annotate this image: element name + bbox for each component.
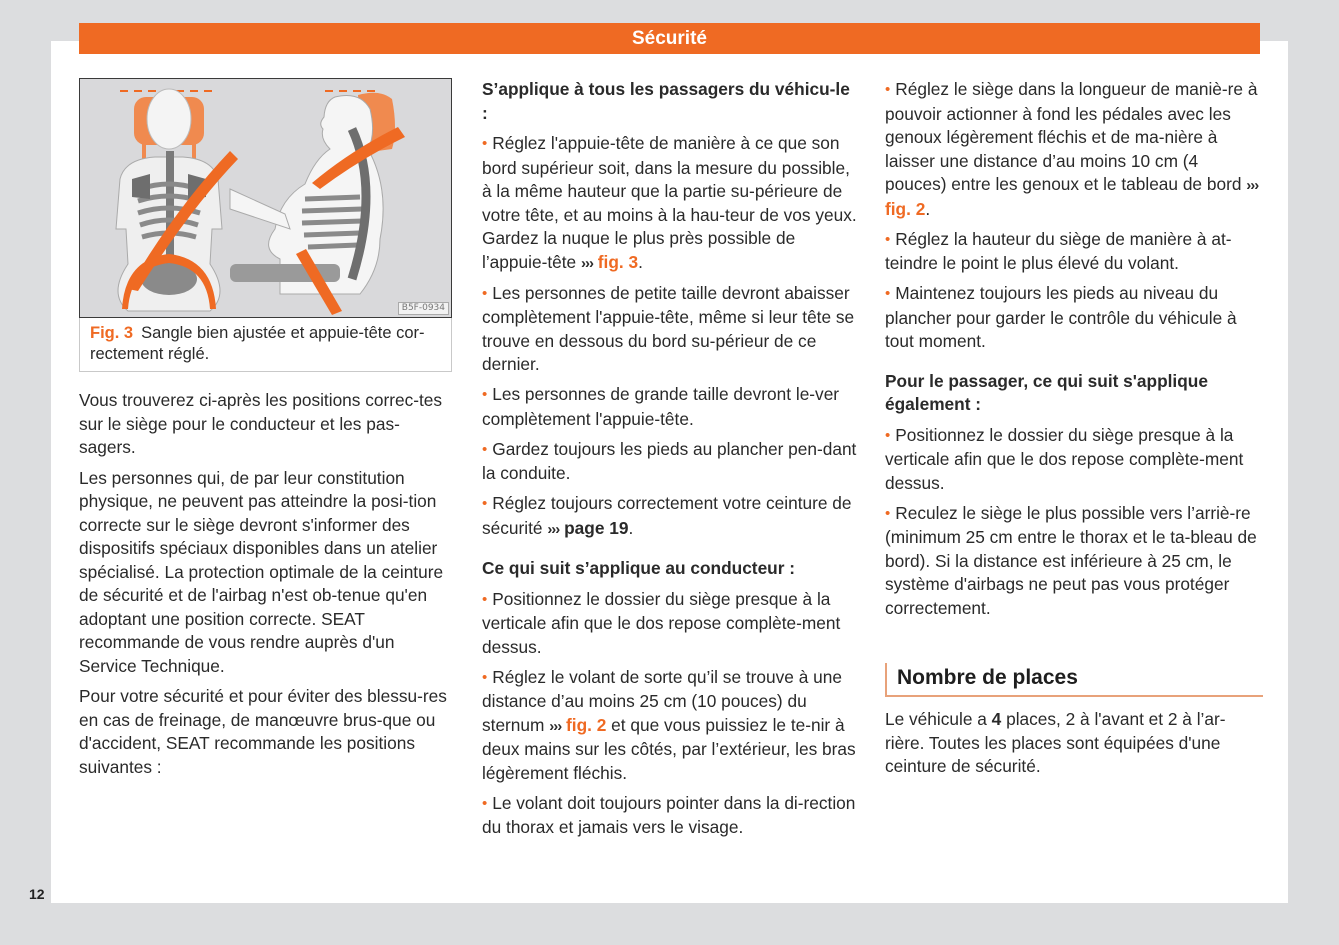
bullet-dot-icon: • [482, 590, 488, 608]
figure-caption [79, 318, 452, 372]
bullet-dot-icon: • [482, 284, 488, 302]
bullet-tall-persons: • Les personnes de grande taille devront le-ver complètement l'appuie-tête. [482, 384, 840, 429]
seatbelt-headrest-illustration [79, 78, 452, 318]
bullet-steering-distance: • Réglez le volant de sorte qu’il se trouve à une distance d’au moins 25 cm (10 pouces) du sternum ››› fig. 2 et que vous puissiez le te-nir à deux mains sur les côtés, par l’extérieur, les bras légèrement fléchis. [482, 666, 856, 783]
column-1 [79, 78, 453, 786]
bullet-dot-icon: • [482, 440, 488, 458]
reference-arrow-icon: ››› [580, 254, 593, 272]
bullet-dot-icon: • [482, 386, 488, 403]
bullet-dot-icon: • [885, 81, 891, 98]
bullet-seat-height: • Réglez la hauteur du siège de manière à at-teindre le point le plus élevé du volant. [885, 228, 1232, 273]
bullet-seat-length: • Réglez le siège dans la longueur de maniè-re à pouvoir actionner à fond les pédales avec les genoux légèrement fléchis et de ma-nière à laisser une distance d’au moins 10 cm (4 pouces) entre les genoux et le tableau de bord ››› fig. 2. [885, 79, 1259, 219]
bullet-feet-level: • Maintenez toujours les pieds au niveau du plancher pour garder le contrôle du véhicule à tout moment. [885, 283, 1237, 351]
page-number: 12 [29, 886, 45, 902]
figure-3 [79, 78, 452, 372]
reference-arrow-icon: ››› [547, 520, 560, 538]
page19-link[interactable]: page 19 [564, 517, 629, 538]
bullet-dot-icon: • [885, 504, 891, 522]
bullet-dot-icon: • [885, 285, 891, 302]
all-passengers-heading: S’applique à tous les passagers du véhicu-le : [482, 79, 850, 123]
bullet-dot-icon: • [885, 230, 891, 248]
bullet-dot-icon: • [885, 426, 891, 444]
seat-count-value: 4 [991, 709, 1002, 729]
seats-count-paragraph: Le véhicule a 4 places, 2 à l'avant et 2 à l’ar-rière. Toutes les places sont équipées d'une ceinture de sécurité. [885, 709, 1226, 776]
figure-caption-line1: Sangle bien ajustée et appuie-tête cor- [141, 324, 425, 342]
column-2 [482, 78, 860, 846]
seats-count-heading: Nombre de places [885, 663, 1263, 697]
bullet-short-persons: • Les personnes de petite taille devront abaisser complètement l'appuie-tête, même si leur tête se trouve en dessous du bord su-périeur de ce dernier. [482, 282, 855, 374]
bullet-dot-icon: • [482, 668, 488, 686]
section-header-bar [79, 23, 1260, 54]
bullet-dot-icon: • [482, 135, 488, 152]
fig3-link[interactable]: fig. 3 [597, 251, 639, 272]
recommended-positions-paragraph: Pour votre sécurité et pour éviter des blessu-res en cas de freinage, de manœuvre brus-que ou d'accident, SEAT recommande les positions suivantes : [79, 686, 447, 777]
intro-paragraph: Vous trouverez ci-après les positions correc-tes sur le siège pour le conducteur et les pas-sagers. [79, 390, 443, 457]
passenger-heading: Pour le passager, ce qui suit s'applique également : [885, 370, 1208, 414]
bullet-passenger-seat-back: • Reculez le siège le plus possible vers l’arriè-re (minimum 25 cm entre le thorax et le ta-bleau de bord). Si la distance est inférieure à 25 cm, le système d'airbags ne peut pas vous protéger correctement. [885, 502, 1257, 618]
fig2-link[interactable]: fig. 2 [566, 714, 607, 735]
figure-image-code: B5F-0934 [398, 302, 449, 315]
reference-arrow-icon: ››› [1246, 177, 1259, 194]
figure-label: Fig. 3 [90, 324, 134, 342]
section-title: Sécurité [632, 28, 707, 49]
special-devices-paragraph: Les personnes qui, de par leur constitution physique, ne peuvent pas atteindre la posi-tion correcte sur le siège devront s'informer des dispositifs spéciaux disponibles dans un atelier spécialisé. La protection optimale de la ceinture de sécurité et de l'airbag n'est ob-tenue qu'en adoptant une position correcte. SEAT recommande de vous rendre auprès d'un Service Technique. [79, 467, 444, 676]
fig2-link[interactable]: fig. 2 [885, 198, 926, 219]
bullet-passenger-backrest: • Positionnez le dossier du siège presque à la verticale afin que le dos repose complète-ment dessus. [885, 424, 1244, 493]
bullet-dot-icon: • [482, 495, 488, 512]
bullet-seatbelt: • Réglez toujours correctement votre ceinture de sécurité ››› page 19. [482, 493, 852, 538]
skeleton-seatbelt-icon [80, 79, 451, 317]
bullet-steering-direction: • Le volant doit toujours pointer dans la di-rection du thorax et jamais vers le visage. [482, 792, 856, 837]
figure-caption-line2: rectement réglé. [90, 345, 210, 363]
bullet-headrest-adjust: • Réglez l'appuie-tête de manière à ce que son bord supérieur soit, dans la mesure du possible, à la même hauteur que la partie su-périeure de votre tête, et au moins à la hau-teur de vos yeux. Gardez la nuque le plus près possible de l’appuie-tête ››› fig. 3. [482, 133, 857, 272]
reference-arrow-icon: ››› [549, 717, 562, 735]
column-3 [885, 78, 1263, 786]
bullet-feet-floor: • Gardez toujours les pieds au plancher pen-dant la conduite. [482, 438, 857, 483]
bullet-driver-backrest: • Positionnez le dossier du siège presque à la verticale afin que le dos repose complète-ment dessus. [482, 588, 841, 657]
bullet-dot-icon: • [482, 794, 488, 812]
driver-heading: Ce qui suit s’applique au conducteur : [482, 558, 796, 578]
